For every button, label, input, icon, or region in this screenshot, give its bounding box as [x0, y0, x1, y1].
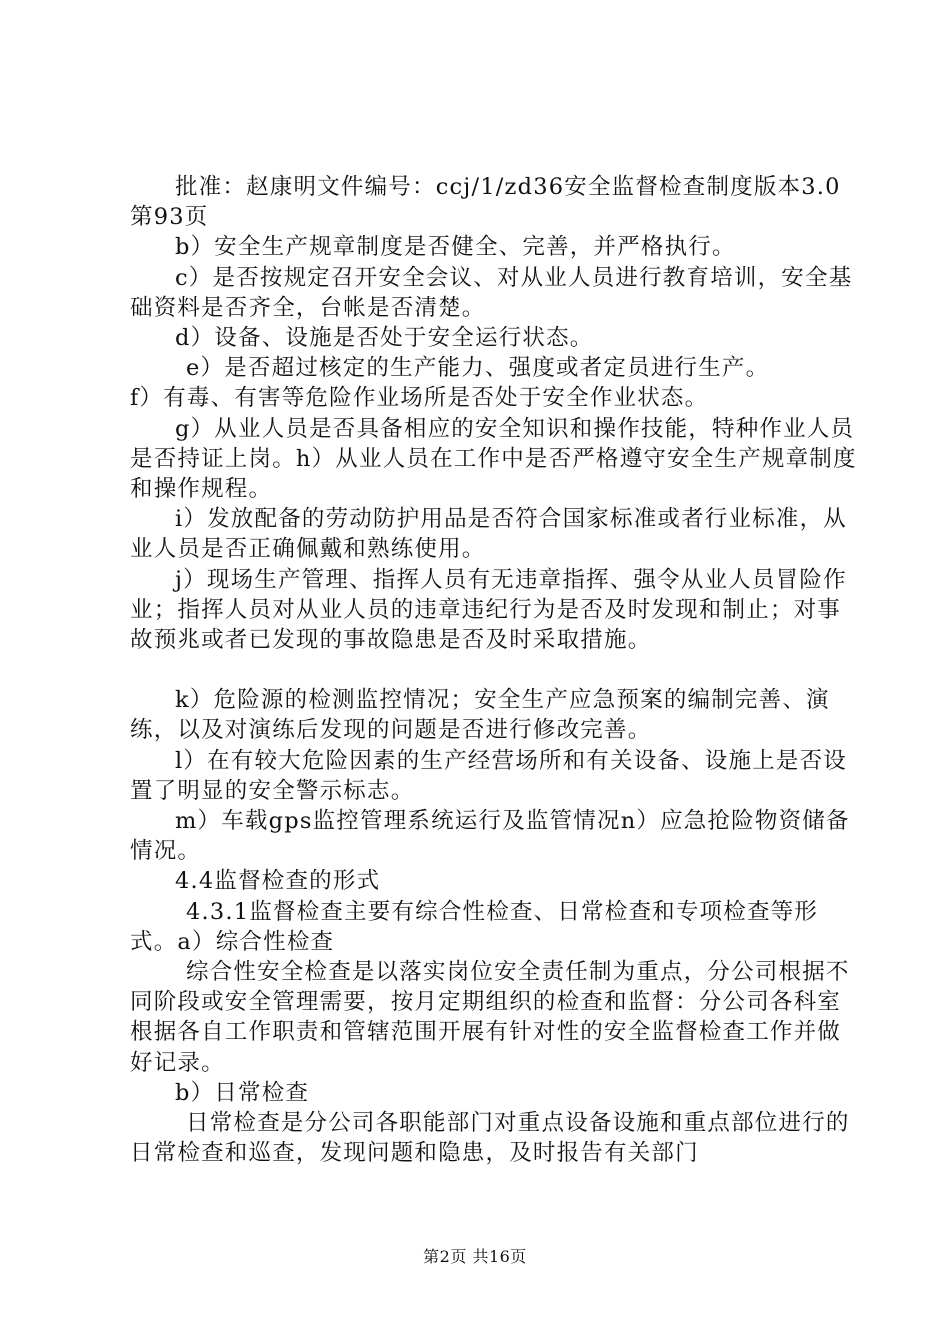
paragraph-b-daily-inspection-heading: b）日常检查 [175, 1079, 310, 1106]
paragraph-b-regulations: b）安全生产规章制度是否健全、完善，并严格执行。 [175, 234, 736, 261]
paragraph-gap [130, 655, 860, 685]
paragraph-d-equipment: d）设备、设施是否处于安全运行状态。 [175, 325, 594, 352]
paragraph-f-hazard-sites: f）有毒、有害等危险作业场所是否处于安全作业状态。 [130, 385, 709, 412]
paragraph-i-protective-gear: i）发放配备的劳动防护用品是否符合国家标准或者行业标准，从业人员是否正确佩戴和熟练使用。 [130, 506, 847, 563]
paragraph-j-site-management: j）现场生产管理、指挥人员有无违章指挥、强令从业人员冒险作业；指挥人员对从业人员的违章违纪行为是否及时发现和制止；对事故预兆或者已发现的事故隐患是否及时采取措施。 [130, 566, 847, 654]
paragraph-k-hazard-sources: k）危险源的检测监控情况；安全生产应急预案的编制完善、演练，以及对演练后发现的问题是否进行修改完善。 [130, 687, 830, 744]
page-number-footer: 第2页 共16页 [423, 1247, 527, 1266]
paragraph-comprehensive-inspection: 综合性安全检查是以落实岗位安全责任制为重点，分公司根据不同阶段或安全管理需要，按月定期组织的检查和监督：分公司各科室根据各自工作职责和管辖范围开展有针对性的安全监督检查工作并做好记录。 [130, 959, 850, 1076]
approval-header-line: 批准：赵康明文件编号：ccj/1/zd36安全监督检查制度版本3.0第93页 [130, 174, 841, 231]
paragraph-l-warning-signs: l）在有较大危险因素的生产经营场所和有关设备、设施上是否设置了明显的安全警示标志。 [130, 747, 847, 804]
section-heading-4-4: 4.4监督检查的形式 [175, 868, 381, 895]
paragraph-m-n-gps-supplies: m）车载gps监控管理系统运行及监管情况n）应急抢险物资储备情况。 [130, 808, 850, 865]
paragraph-c-meetings: c）是否按规定召开安全会议、对从业人员进行教育培训，安全基础资料是否齐全，台帐是否清楚。 [130, 264, 853, 321]
paragraph-daily-inspection: 日常检查是分公司各职能部门对重点设备设施和重点部位进行的日常检查和巡查，发现问题和隐患，及时报告有关部门 [130, 1110, 850, 1167]
paragraph-4-3-1-forms: 4.3.1监督检查主要有综合性检查、日常检查和专项检查等形式。a）综合性检查 [130, 898, 819, 955]
paragraph-g-h-personnel: g）从业人员是否具备相应的安全知识和操作技能，特种作业人员是否持证上岗。h）从业人员在工作中是否严格遵守安全生产规章制度和操作规程。 [130, 415, 857, 503]
document-body [130, 172, 860, 1169]
paragraph-e-capacity: e）是否超过核定的生产能力、强度或者定员进行生产。 [186, 355, 770, 382]
